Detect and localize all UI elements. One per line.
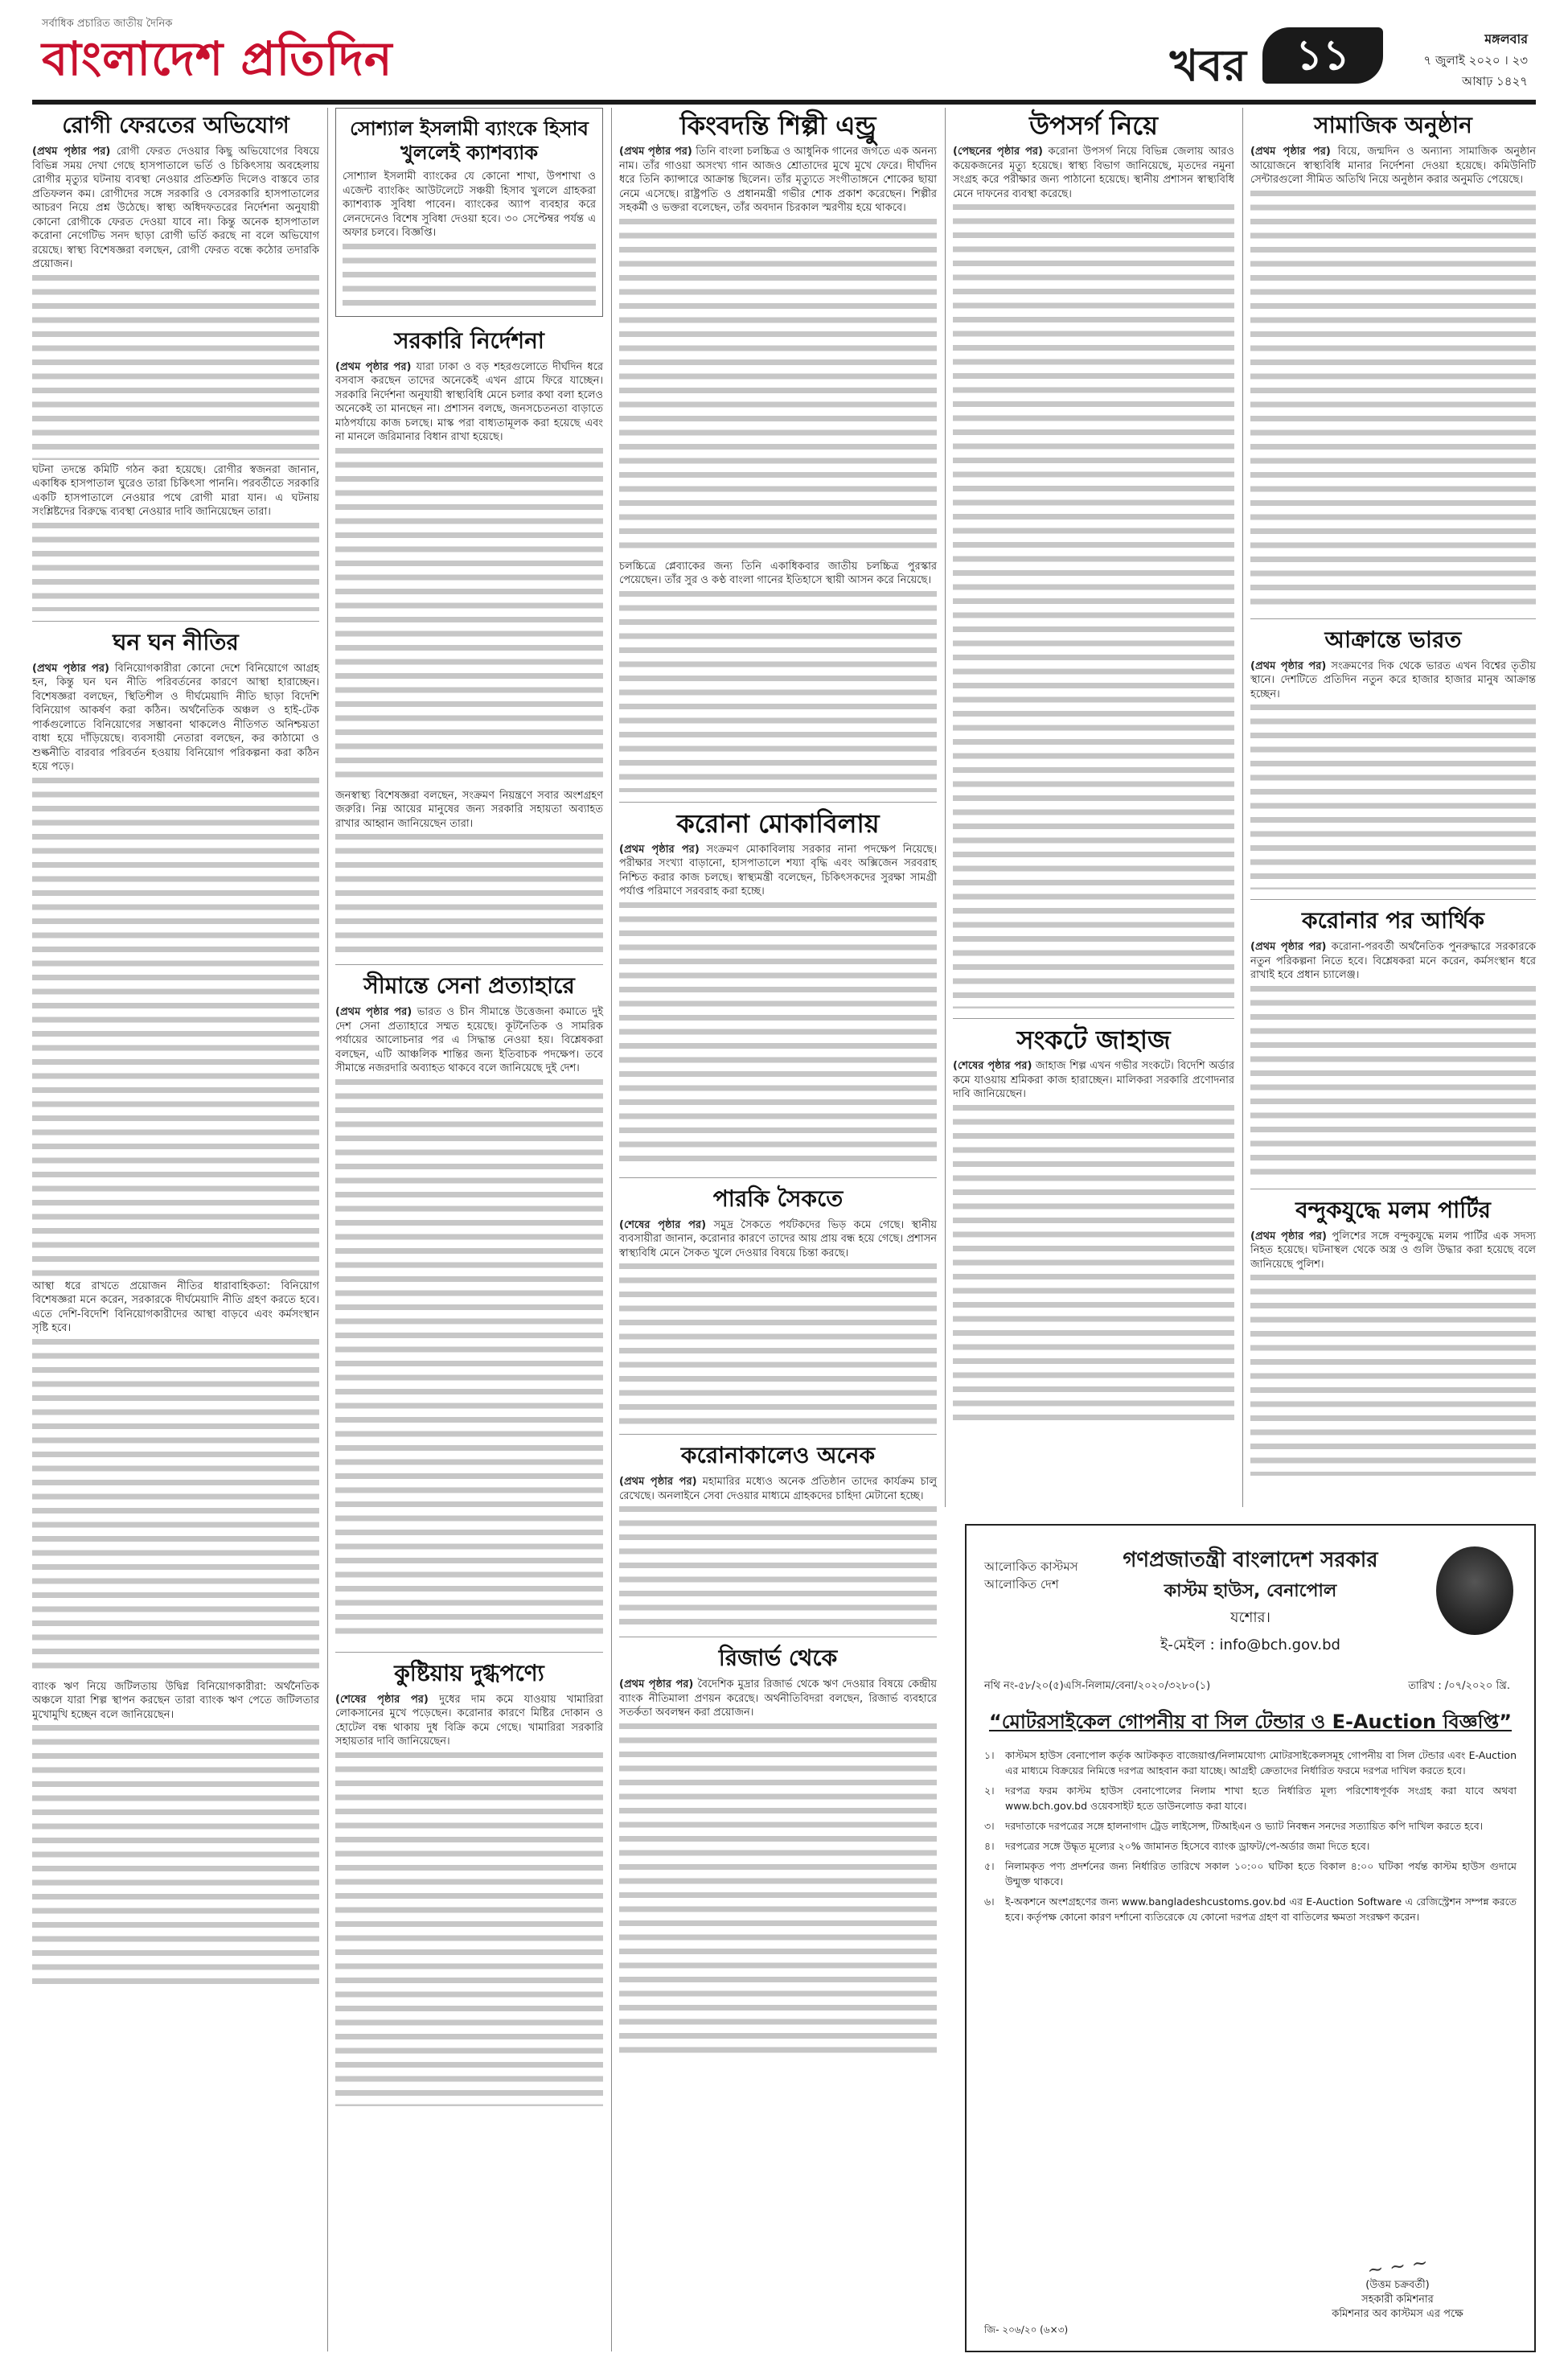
article-headline[interactable]: করোনা মোকাবিলায় (676, 807, 880, 839)
article-text: তিনি বাংলা চলচ্চিত্র ও আধুনিক গানের জগতে এক অনন্য নাম। তাঁর গাওয়া অসংখ্য গান আজও শ্রোতাদের মুখে মুখে ফেরে। দীর্ঘদিন ধরে তিনি ক্যান্সারে আক্রান্ত ছিলেন। তাঁর মৃত্যুতে সংগীতাঙ্গনে শোকের ছায়া নেমে এসেছে। রাষ্ট্রপতি ও প্রধানমন্ত্রী গভীর শোক প্রকাশ করেছেন। শিল্পীর সহকর্মী ও ভক্তরা বলেছেন, তাঁর অবদান চিরকাল স্মরণীয় হয়ে থাকবে। (619, 146, 937, 214)
column-rule (327, 108, 328, 2351)
article-headline[interactable]: পারকি সৈকতে (712, 1185, 844, 1212)
article-headline[interactable]: করোনার পর আর্থিক (1302, 907, 1484, 934)
text-block (32, 275, 319, 460)
divider (335, 1652, 603, 1653)
article-uposorgo[interactable] (953, 111, 1234, 1008)
page-number-badge: ১১ (1262, 27, 1383, 84)
article-body (1250, 940, 1536, 1179)
text-block (335, 1752, 603, 2106)
article-corona-mokabila[interactable] (619, 809, 937, 1168)
article-headline[interactable]: সোশ্যাল ইসলামী ব্যাংকে হিসাব খুললেই ক্যাশব্যাক (350, 117, 589, 164)
ad-item-text: নিলামকৃত পণ্য প্রদর্শনের জন্য নির্ধারিত তারিখে সকাল ১০:০০ ঘটিকা হতে বিকাল ৪:০০ ঘটিকা পর্যন্ত কাস্টম হাউস গুদামে উন্মুক্ত থাকবে। (1005, 1860, 1517, 1887)
continuation-marker: (প্রথম পৃষ্ঠার পর) (1250, 659, 1327, 672)
text-block (953, 1105, 1234, 1427)
dateline-date: ৭ জুলাই ২০২০ । ২৩ আষাঢ় ১৪২৭ (1423, 53, 1528, 88)
signature-scrawl-icon: ~ ~ ~ (1365, 2250, 1430, 2282)
article-text: জাহাজ শিল্প এখন গভীর সংকটে। বিদেশি অর্ডার কমে যাওয়ায় শ্রমিকরা কাজ হারাচ্ছেন। মালিকরা সরকারি প্রণোদনার দাবি জানিয়েছেন। (953, 1060, 1234, 1100)
continuation-marker: (প্রথম পৃষ্ঠার পর) (335, 360, 412, 373)
article-text: সংক্রমণের দিক থেকে ভারত এখন বিশ্বের তৃতীয় স্থানে। দেশটিতে প্রতিদিন নতুন করে হাজার হাজার মানুষ আক্রান্ত হচ্ছেন। (1250, 659, 1537, 700)
article-headline[interactable]: বন্দুকযুদ্ধে মলম পার্টির (1295, 1196, 1491, 1223)
text-block (32, 1339, 319, 1677)
article-akrante-bharat[interactable] (1250, 626, 1536, 890)
divider (1250, 899, 1536, 900)
article-headline[interactable]: ঘন ঘন নীতির (113, 628, 239, 655)
continuation-marker: (প্রথম পৃষ্ঠার পর) (619, 1678, 694, 1690)
article-headline[interactable]: আক্রান্তে ভারত (1324, 626, 1462, 653)
article-body (335, 1005, 603, 1642)
column-4 (953, 108, 1234, 1436)
article-simante-sena[interactable] (335, 971, 603, 1642)
divider (1250, 618, 1536, 619)
article-headline[interactable]: সীমান্তে সেনা প্রত্যাহারে (363, 972, 575, 999)
text-block (1250, 1275, 1536, 1476)
text-block (619, 1506, 937, 1627)
ad-item (984, 1783, 1517, 1813)
ad-item (984, 1748, 1517, 1778)
ad-reference: নথি নং-৫৮/২০(৫)এসি-নিলাম/বেনা/২০২০/৩২৮০(১) (984, 1680, 1211, 1692)
ad-email-link[interactable]: ই-মেইল : info@bch.gov.bd (1160, 1637, 1340, 1653)
article-text: বৈদেশিক মুদ্রার রিজার্ভ থেকে ঋণ দেওয়ার বিষয়ে কেন্দ্রীয় ব্যাংক নীতিমালা প্রণয়ন করেছে। অর্থনীতিবিদরা বলছেন, রিজার্ভ ব্যবহারে সতর্কতা অবলম্বন করা প্রয়োজন। (619, 1678, 937, 1719)
continuation-marker: (প্রথম পৃষ্ঠার পর) (619, 146, 692, 158)
article-sib-cashback[interactable] (335, 108, 603, 317)
continuation-marker: (শেষের পৃষ্ঠার পর) (335, 1693, 429, 1706)
article-jahaj[interactable] (953, 1025, 1234, 1427)
article-parki-soikot[interactable] (619, 1185, 937, 1425)
article-text: জনস্বাস্থ্য বিশেষজ্ঞরা বলছেন, সংক্রমণ নিয়ন্ত্রণে সবার অংশগ্রহণ জরুরি। নিম্ন আয়ের মানুষের জন্য সরকারি সহায়তা অব্যাহত রাখার আহ্বান জানিয়েছেন তারা। (335, 789, 603, 830)
article-body (32, 662, 319, 1991)
text-block (343, 244, 596, 308)
article-body (619, 1475, 937, 1627)
ad-date: তারিখ : /০৭/২০২০ খ্রি. (1408, 1680, 1510, 1692)
ad-item-text: দরদাতাকে দরপত্রের সঙ্গে হালনাগাদ ট্রেড লাইসেন্স, টিআইএন ও ভ্যাট নিবন্ধন সনদের সত্যায়িত কপি দাখিল করতে হবে। (1005, 1820, 1484, 1832)
ad-item-number: ৫। (984, 1860, 995, 1872)
article-headline[interactable]: রোগী ফেরতের অভিযোগ (62, 112, 289, 138)
ad-signer-title: কমিশনার অব কাস্টমস এর পক্ষে (1332, 2308, 1463, 2320)
article-text: দুধের দাম কমে যাওয়ায় খামারিরা লোকসানের মুখে পড়েছেন। করোনার কারণে মিষ্টির দোকান ও হোটেল বন্ধ থাকায় দুধ বিক্রি কমে গেছে। খামারিরা সরকারি সহায়তার দাবি জানিয়েছেন। (335, 1693, 603, 1748)
ad-government: গণপ্রজাতন্ত্রী বাংলাদেশ সরকার (1123, 1548, 1378, 1572)
continuation-marker: (প্রথম পৃষ্ঠার পর) (1250, 146, 1331, 158)
article-body (619, 1678, 937, 2061)
dateline-day: মঙ্গলবার (1484, 31, 1528, 47)
article-coronar-por[interactable] (1250, 906, 1536, 1179)
ad-office: কাস্টম হাউস, বেনাপোল (1164, 1581, 1337, 1601)
text-block (1250, 704, 1536, 889)
column-rule (1242, 108, 1243, 1507)
article-text: যারা ঢাকা ও বড় শহরগুলোতে দীর্ঘদিন ধরে বসবাস করছেন তাদের অনেকেই এখন গ্রামে ফিরে যাচ্ছেন। সরকারি নির্দেশনা অনুযায়ী স্বাস্থ্যবিধি মেনে চলার কথা বলা হলেও অনেকেই তা মানছেন না। প্রশাসন বলছে, জনসচেতনতা বাড়াতে মাঠপর্যায়ে কাজ চলছে। মাস্ক পরা বাধ্যতামূলক করা হয়েছে এবং না মানলে জরিমানার বিধান রাখা হয়েছে। (335, 360, 603, 443)
article-headline[interactable]: সংকটে জাহাজ (1016, 1025, 1171, 1055)
masthead (32, 11, 1536, 105)
article-bondukjuddho[interactable] (1250, 1196, 1536, 1477)
column-5 (1250, 108, 1536, 1485)
text-block (335, 1079, 603, 1642)
divider (619, 802, 937, 803)
ad-place: যশোর। (1230, 1609, 1270, 1626)
article-text: রোগী ফেরত দেওয়ার কিছু অভিযোগের বিষয়ে বিভিন্ন সময় দেখা গেছে হাসপাতালে ভর্তি ও চিকিৎসায় অবহেলায় রোগীর মৃত্যুর ঘটনায় ব্যবস্থা নেওয়ার প্রতিশ্রুতি দিলেও বাস্তবে তার প্রতিফলন কম। রোগীদের সঙ্গে সরকারি ও বেসরকারি হাসপাতালের আচরণ নিয়ে প্রশ্ন উঠেছে। স্বাস্থ্য অধিদফতরের নির্দেশনা অনুযায়ী কোনো রোগীকে ফেরত দেওয়া যাবে না। কিন্তু অনেক হাসপাতাল করোনা নেগেটিভ সনদ ছাড়া রোগী ভর্তি করছে না বলে অভিযোগ রয়েছে। স্বাস্থ্য বিশেষজ্ঞরা বলছেন, রোগী ফেরত বন্ধে কঠোর তদারকি প্রয়োজন। (32, 146, 319, 270)
article-body (1250, 659, 1536, 890)
text-block (1250, 191, 1536, 609)
column-rule (945, 108, 946, 1507)
article-text: পুলিশের সঙ্গে বন্দুকযুদ্ধে মলম পার্টির এক সদস্য নিহত হয়েছে। ঘটনাস্থল থেকে অস্ত্র ও গুলি উদ্ধার করা হয়েছে বলে জানিয়েছে পুলিশ। (1250, 1230, 1536, 1271)
article-text: করোনা উপসর্গ নিয়ে বিভিন্ন জেলায় আরও কয়েকজনের মৃত্যু হয়েছে। স্বাস্থ্য বিভাগ জানিয়েছে, মৃতদের নমুনা সংগ্রহ করে পরীক্ষার জন্য পাঠানো হয়েছে। স্থানীয় প্রশাসন স্বাস্থ্যবিধি মেনে দাফনের ব্যবস্থা করেছে। (953, 146, 1234, 200)
text-block (335, 448, 603, 786)
text-block (619, 1263, 937, 1424)
masthead-tagline: সর্বাধিক প্রচারিত জাতীয় দৈনিক (42, 18, 173, 30)
article-rogi-ferot[interactable] (32, 111, 319, 611)
article-text: সোশ্যাল ইসলামী ব্যাংকের যে কোনো শাখা, উপশাখা ও এজেন্ট ব্যাংকিং আউটলেটে সঞ্চয়ী হিসাব খুললে গ্রাহকরা ক্যাশব্যাক সুবিধা পাবেন। ব্যাংকের অ্যাপ ব্যবহার করে লেনদেনেও বিশেষ সুবিধা দেওয়া হবে। ৩০ সেপ্টেম্বর পর্যন্ত এ অফার চলবে। বিজ্ঞপ্তি। (343, 170, 596, 239)
article-text: বিয়ে, জন্মদিন ও অন্যান্য সামাজিক অনুষ্ঠান আয়োজনে স্বাস্থ্যবিধি মানার নির্দেশনা দেওয়া হয়েছে। কমিউনিটি সেন্টারগুলো সীমিত অতিথি নিয়ে অনুষ্ঠান করার অনুমতি পেয়েছে। (1250, 146, 1537, 186)
continuation-marker: (প্রথম পৃষ্ঠার পর) (335, 1006, 413, 1018)
ad-item (984, 1838, 1517, 1854)
continuation-marker: (প্রথম পৃষ্ঠার পর) (1250, 1230, 1328, 1242)
article-text: আস্থা ধরে রাখতে প্রয়োজন নীতির ধারাবাহিকতা: বিনিয়োগ বিশেষজ্ঞরা মনে করেন, সরকারকে দীর্ঘমেয়াদি নীতি গ্রহণ করতে হবে। এতে দেশি-বিদেশি বিনিয়োগকারীদের আস্থা বাড়বে এবং কর্মসংস্থান সৃষ্টি হবে। (32, 1279, 319, 1334)
article-sorkari-nirdeshona[interactable] (335, 327, 603, 955)
article-text: চলচ্চিত্রে প্লেব্যাকের জন্য তিনি একাধিকবার জাতীয় চলচ্চিত্র পুরস্কার পেয়েছেন। তাঁর সুর ও কণ্ঠ বাংলা গানের ইতিহাসে স্থায়ী আসন করে নিয়েছে। (619, 560, 937, 586)
ad-code: জি- ২০৬/২০ (৬×৩) (984, 2324, 1069, 2335)
article-headline[interactable]: কুষ্টিয়ায় দুগ্ধপণ্যে (394, 1659, 544, 1686)
customs-tender-notice[interactable] (965, 1524, 1536, 2352)
newspaper-logo[interactable]: বাংলাদেশ প্রতিদিন (42, 31, 393, 86)
continuation-marker: (প্রথম পৃষ্ঠার পর) (32, 146, 111, 158)
continuation-marker: (প্রথম পৃষ্ঠার পর) (619, 1476, 697, 1488)
ad-motto-line: আলোকিত কাস্টমস (984, 1559, 1078, 1574)
continuation-marker: (প্রথম পৃষ্ঠার পর) (619, 843, 700, 856)
column-rule (611, 108, 612, 2351)
continuation-marker: (পেছনের পৃষ্ঠার পর) (953, 146, 1044, 158)
ad-item-text: দরপত্র ফরম কাস্টম হাউস বেনাপোলের নিলাম শাখা হতে নির্ধারিত মূল্য পরিশোধপূর্বক সংগ্রহ করা যাবে অথবা www.bch.gov.bd ওয়েবসাইট হতে ডাউনলোড করা যাবে। (1005, 1785, 1517, 1812)
article-coronakaleo[interactable] (619, 1441, 937, 1627)
article-text: সংক্রমণ মোকাবিলায় সরকার নানা পদক্ষেপ নিয়েছে। পরীক্ষার সংখ্যা বাড়ানো, হাসপাতালে শয্যা বৃদ্ধি এবং অক্সিজেন সরবরাহ নিশ্চিত করার কাজ চলছে। স্বাস্থ্যমন্ত্রী বলেছেন, চিকিৎসকদের সুরক্ষা সামগ্রী পর্যাপ্ত পরিমাণে সরবরাহ করা হচ্ছে। (619, 843, 937, 897)
article-ghono-niti[interactable] (32, 628, 319, 1991)
ad-item (984, 1859, 1517, 1889)
article-body (32, 145, 319, 611)
ad-item (984, 1818, 1517, 1834)
article-body (1250, 145, 1536, 609)
ad-item-number: ৬। (984, 1896, 995, 1908)
ad-item (984, 1894, 1517, 1924)
continuation-marker: (প্রথম পৃষ্ঠার পর) (32, 662, 109, 675)
text-block (619, 902, 937, 1168)
continuation-marker: (শেষের পৃষ্ঠার পর) (619, 1218, 707, 1231)
article-headline[interactable]: সরকারি নির্দেশনা (394, 327, 544, 354)
article-headline[interactable]: কিংবদন্তি শিল্পী এন্ড্রু (679, 110, 876, 141)
ad-signer-title: সহকারী কমিশনার (1361, 2294, 1434, 2306)
text-block (619, 591, 937, 792)
article-headline[interactable]: করোনাকালেও অনেক (680, 1442, 876, 1468)
continuation-marker: (শেষের পৃষ্ঠার পর) (953, 1060, 1032, 1072)
ad-signature-block (1309, 2250, 1486, 2322)
article-body (335, 1693, 603, 2106)
article-reserve[interactable] (619, 1644, 937, 2061)
ad-signer-name: (উত্তম চক্রবর্তী) (1365, 2279, 1430, 2291)
article-body (1250, 1230, 1536, 1477)
ad-item-text: কাস্টমস হাউস বেনাপোল কর্তৃক আটককৃত বাজেয়াপ্ত/নিলামযোগ্য মোটরসাইকেলসমূহ গোপনীয় বা সিল টেন্ডার এবং E-Auction এর মাধ্যমে বিক্রয়ের নিমিত্তে দরপত্র আহবান করা যাচ্ছে। আগ্রহী ক্রেতাদের নির্ধারিত ফরমে দরপত্র দাখিল করতে হবে। (1005, 1749, 1517, 1776)
article-andrew-kishore[interactable] (619, 111, 937, 792)
article-body (335, 360, 603, 955)
text-block (953, 204, 1234, 1008)
text-block (619, 219, 937, 557)
divider (335, 964, 603, 965)
divider (32, 621, 319, 622)
article-body (619, 145, 937, 792)
ad-title: “মোটরসাইকেল গোপনীয় বা সিল টেন্ডার ও E-Auction বিজ্ঞপ্তি” (988, 1711, 1513, 1733)
article-text: মহামারির মধ্যেও অনেক প্রতিষ্ঠান তাদের কার্যক্রম চালু রেখেছে। অনলাইনে সেবা দেওয়ার মাধ্যমে গ্রাহকদের চাহিদা মেটানো হচ্ছে। (619, 1476, 938, 1502)
divider (619, 1177, 937, 1178)
section-name: খবর (1169, 40, 1246, 91)
ad-item-number: ১। (984, 1749, 995, 1761)
article-body (953, 145, 1234, 1008)
divider (619, 1434, 937, 1435)
ad-item-number: ২। (984, 1785, 995, 1797)
column-2 (335, 108, 603, 2116)
article-body (619, 1218, 937, 1425)
article-samajik-onushthan[interactable] (1250, 111, 1536, 609)
article-text: ভারত ও চীন সীমান্তে উত্তেজনা কমাতে দুই দেশ সেনা প্রত্যাহারে সম্মত হয়েছে। কূটনৈতিক ও সামরিক পর্যায়ের আলোচনার পর এ সিদ্ধান্ত নেওয়া হয়। বিশ্লেষকরা বলছেন, এটি আঞ্চলিক শান্তির জন্য ইতিবাচক পদক্ষেপ। তবে সীমান্তে নজরদারি অব্যাহত থাকবে বলে জানিয়েছে দুই দেশ। (335, 1006, 603, 1074)
article-headline[interactable]: উপসর্গ নিয়ে (1029, 110, 1158, 141)
article-body (619, 843, 937, 1168)
article-kushtia-dugdho[interactable] (335, 1659, 603, 2106)
text-block (619, 1723, 937, 2061)
article-headline[interactable]: সামাজিক অনুষ্ঠান (1314, 112, 1472, 138)
text-block (32, 1725, 319, 1990)
ad-item-number: ৪। (984, 1840, 995, 1852)
article-body (953, 1059, 1234, 1427)
article-text: ঘটনা তদন্তে কমিটি গঠন করা হয়েছে। রোগীর স্বজনরা জানান, একাধিক হাসপাতাল ঘুরেও তারা চিকিৎসা পাননি। পরবর্তীতে সরকারি একটি হাসপাতালে নেওয়ার পথে রোগী মারা যান। এ ঘটনায় সংশ্লিষ্টদের বিরুদ্ধে ব্যবস্থা নেওয়ার দাবি জানিয়েছেন তারা। (32, 463, 319, 518)
text-block (32, 778, 319, 1276)
article-text: ব্যাংক ঋণ নিয়ে জটিলতায় উদ্বিগ্ন বিনিয়োগকারীরা: অর্থনৈতিক অঞ্চলে যারা শিল্প স্থাপন করছেন তারা ব্যাংক ঋণ পেতে জটিলতার মুখোমুখি হচ্ছেন বলে জানিয়েছেন। (32, 1680, 319, 1721)
text-block (32, 523, 319, 611)
continuation-marker: (প্রথম পৃষ্ঠার পর) (1250, 941, 1327, 953)
ad-items (984, 1748, 1517, 1929)
ad-item-text: ই-অকশনে অংশগ্রহণের জন্য www.bangladeshcustoms.gov.bd এর E-Auction Software এ রেজিস্ট্রেশন সম্পন্ন করতে হবে। কর্তৃপক্ষ কোনো কারণ দর্শানো ব্যতিরেকে যে কোনো দরপত্র গ্রহণ বা বাতিলের ক্ষমতা সংরক্ষণ করেন। (1005, 1896, 1517, 1923)
text-block (335, 834, 603, 955)
ad-item-number: ৩। (984, 1820, 995, 1832)
article-text: বিনিয়োগকারীরা কোনো দেশে বিনিয়োগে আগ্রহ হন, কিন্তু ঘন ঘন নীতি পরিবর্তনের কারণে আস্থা হারাচ্ছেন। বিশেষজ্ঞরা বলছেন, স্থিতিশীল ও দীর্ঘমেয়াদি নীতি ছাড়া বিদেশি বিনিয়োগ আকর্ষণ করা কঠিন। অর্থনৈতিক অঞ্চল ও হাই-টেক পার্কগুলোতে বিনিয়োগের সম্ভাবনা থাকলেও নীতিগত অনিশ্চয়তা বাধা হয়ে দাঁড়িয়েছে। ব্যবসায়ী নেতারা বলছেন, কর কাঠামো ও শুল্কনীতি বারবার পরিবর্তন হওয়ায় বিনিয়োগ পরিকল্পনা করা কঠিন হয়ে পড়ে। (32, 662, 320, 773)
dateline (1391, 29, 1528, 92)
text-block (1250, 986, 1536, 1179)
ad-item-text: দরপত্রের সঙ্গে উদ্ধৃত মূল্যের ২০% জামানত হিসেবে ব্যাংক ড্রাফট/পে-অর্ডার জমা দিতে হবে। (1005, 1840, 1370, 1852)
article-text: করোনা-পরবর্তী অর্থনৈতিক পুনরুদ্ধারে সরকারকে নতুন পরিকল্পনা নিতে হবে। বিশ্লেষকরা মনে করেন, কর্মসংস্থান ধরে রাখাই হবে প্রধান চ্যালেঞ্জ। (1250, 941, 1537, 981)
article-text: সমুদ্র সৈকতে পর্যটকদের ভিড় কমে গেছে। স্থানীয় ব্যবসায়ীরা জানান, করোনার কারণে তাদের আয় প্রায় বন্ধ হয়ে গেছে। প্রশাসন স্বাস্থ্যবিধি মেনে সৈকত খুলে দেওয়ার বিষয়ে চিন্তা করছে। (619, 1218, 938, 1259)
divider (953, 1018, 1234, 1019)
article-headline[interactable]: রিজার্ভ থেকে (718, 1645, 838, 1671)
column-3 (619, 108, 937, 2071)
article-body (343, 170, 596, 308)
ad-motto-line: আলোকিত দেশ (984, 1577, 1059, 1592)
column-1 (32, 108, 319, 2000)
